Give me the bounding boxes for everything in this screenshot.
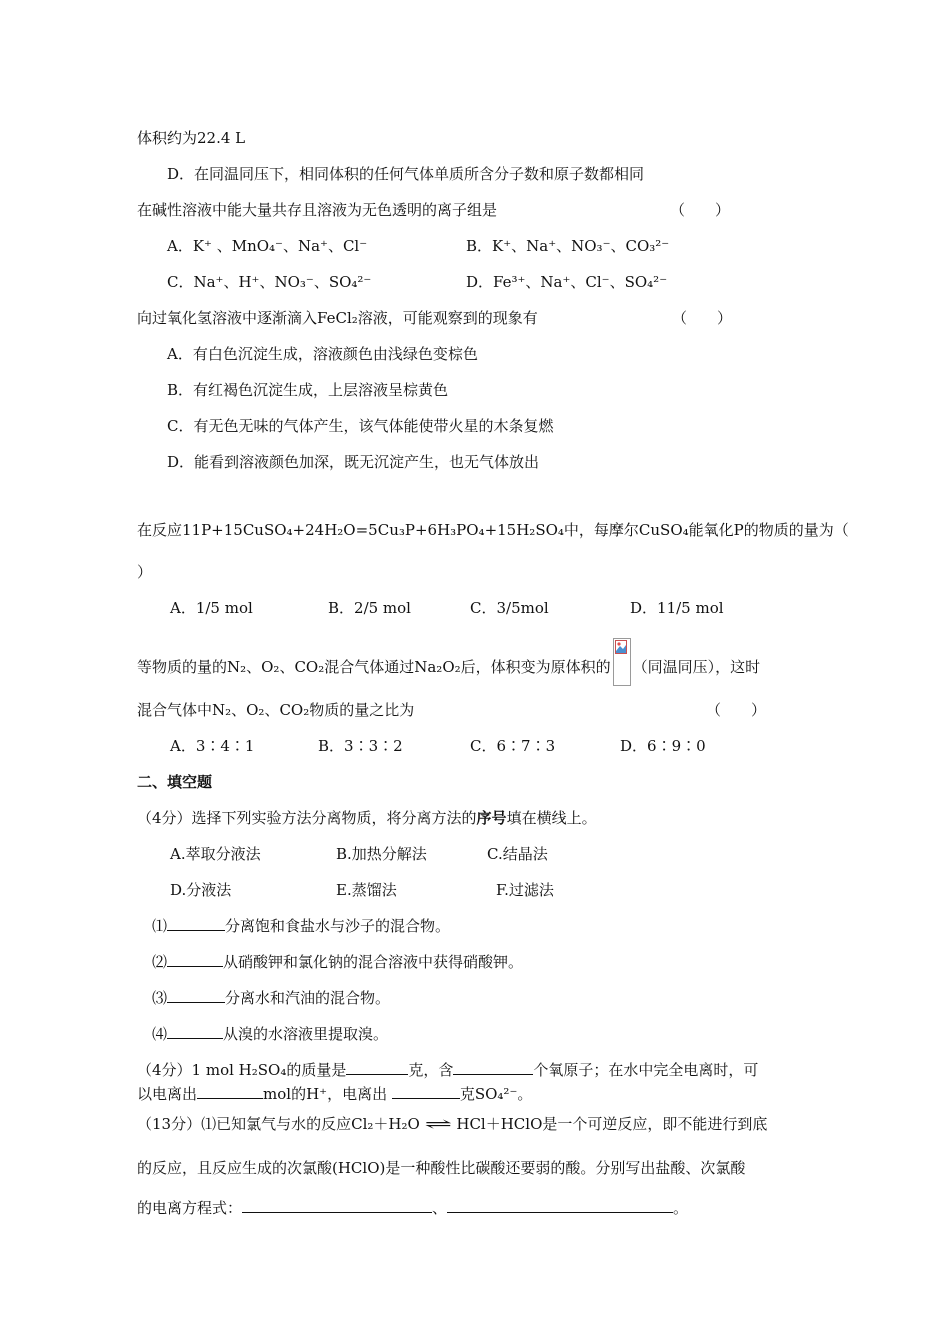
q4-stem-part-b: （同温同压），这时 [632,658,761,676]
f1-sub2 [152,952,523,972]
prev-question-tail: 体积约为22.4 L [137,129,246,147]
q1-option-b: B．K⁺、Na⁺、NO₃⁻、CO₃²⁻ [466,237,670,255]
f3-part2: HCl＋HClO是一个可逆反应，即不能进行到底 [456,1115,768,1133]
f2-blank-mass[interactable] [346,1060,408,1075]
q1-stem: 在碱性溶液中能大量共存且溶液为无色透明的离子组是 [137,201,498,219]
q3-option-d: D．11/5 mol [630,599,724,617]
q2-option-c: C．有无色无味的气体产生，该气体能使带火星的木条复燃 [167,417,554,435]
f1-method-d: D.分液法 [170,881,232,899]
q2-option-a: A．有白色沉淀生成，溶液颜色由浅绿色变棕色 [167,345,478,363]
f1-method-e: E.蒸馏法 [336,881,397,899]
f1-method-b: B.加热分解法 [336,845,427,863]
f2-part5: mol的H⁺，电离出 [263,1085,392,1103]
f3-end: 。 [673,1199,689,1217]
f1-stem [137,808,597,828]
f2-blank-h-mol[interactable] [197,1084,263,1099]
f2-part4: 以电离出 [137,1085,198,1103]
f3-part1: （13分）⑴已知氯气与水的反应Cl₂＋H₂O [137,1115,420,1133]
f1-stem-part-a: （4分）选择下列实验方法分离物质，将分离方法的 [137,809,477,827]
f3-blank-hcl-ionization[interactable] [242,1198,432,1213]
q3-stem-end: ） [137,563,153,581]
f1-sub3 [152,988,390,1008]
fraction-image-placeholder-icon [613,638,631,686]
f1-sub2-number: ⑵ [152,953,168,971]
f1-sub1-text: 分离饱和食盐水与沙子的混合物。 [225,917,451,935]
reversible-arrow-icon: ⇌ [424,1115,452,1133]
q1-option-a: A．K⁺ 、MnO₄⁻、Na⁺、Cl⁻ [167,237,368,255]
f1-sub1-blank[interactable] [167,916,225,931]
q2-answer-paren: （ ） [672,309,733,327]
q2-option-d: D．能看到溶液颜色加深，既无沉淀产生，也无气体放出 [167,453,540,471]
section-heading: 二、填空题 [137,773,213,791]
q3-option-a: A．1/5 mol [170,599,253,617]
q2-option-b: B．有红褐色沉淀生成，上层溶液呈棕黄色 [167,381,449,399]
f2-blank-so4-mass[interactable] [392,1084,460,1099]
f2-blank-oxygen-atoms[interactable] [453,1060,533,1075]
f2-line2 [137,1084,532,1104]
f2-part2: 克，含 [408,1061,454,1079]
q4-answer-paren: （ ） [706,701,767,719]
f1-sub4-blank[interactable] [167,1024,223,1039]
f3-blank-hclo-ionization[interactable] [447,1198,673,1213]
q1-option-d: D．Fe³⁺、Na⁺、Cl⁻、SO₄²⁻ [466,273,668,291]
q4-option-d: D．6∶9∶0 [620,737,706,755]
f1-method-a: A.萃取分液法 [170,845,261,863]
q4-stem-part-a: 等物质的量的N₂、O₂、CO₂混合气体通过Na₂O₂后，体积变为原体积的 [137,658,611,676]
f1-sub3-text: 分离水和汽油的混合物。 [225,989,391,1007]
f1-sub4 [152,1024,388,1044]
f1-sub4-number: ⑷ [152,1025,168,1043]
q4-option-b: B．3∶3∶2 [318,737,403,755]
f1-sub2-blank[interactable] [167,952,223,967]
f3-separator: 、 [432,1199,448,1217]
f3-line3-label: 的电离方程式： [137,1199,243,1217]
f1-sub3-number: ⑶ [152,989,168,1007]
f1-sub2-text: 从硝酸钾和氯化钠的混合溶液中获得硝酸钾。 [223,953,524,971]
f2-part3: 个氧原子；在水中完全电离时，可 [533,1061,759,1079]
f1-sub1 [152,916,450,936]
q1-option-c: C．Na⁺、H⁺、NO₃⁻、SO₄²⁻ [167,273,372,291]
f2-line1 [137,1060,758,1080]
prev-option-d: D．在同温同压下，相同体积的任何气体单质所含分子数和原子数都相同 [167,165,645,183]
q2-stem: 向过氧化氢溶液中逐渐滴入FeCl₂溶液，可能观察到的现象有 [137,309,538,327]
q4-stem [137,644,760,692]
f3-line3 [137,1198,688,1218]
f3-line1 [137,1114,767,1134]
f3-line2: 的反应，且反应生成的次氯酸(HClO)是一种酸性比碳酸还要弱的酸。分别写出盐酸、次氯酸 [137,1159,746,1177]
f2-part6: 克SO₄²⁻。 [459,1085,533,1103]
f1-method-f: F.过滤法 [496,881,554,899]
f1-sub4-text: 从溴的水溶液里提取溴。 [223,1025,389,1043]
q4-option-a: A．3∶4∶1 [170,737,255,755]
f1-stem-bold: 序号 [476,809,507,827]
f1-stem-part-b: 填在横线上。 [506,809,597,827]
q4-option-c: C．6∶7∶3 [470,737,556,755]
q3-option-b: B．2/5 mol [328,599,411,617]
f1-sub3-blank[interactable] [167,988,225,1003]
q1-answer-paren: （ ） [670,201,731,219]
q3-stem: 在反应11P+15CuSO₄+24H₂O=5Cu₃P+6H₃PO₄+15H₂SO₄中，每摩尔CuSO₄能氧化P的物质的量为（ [137,521,849,539]
q3-option-c: C．3/5mol [470,599,549,617]
f1-method-c: C.结晶法 [487,845,548,863]
f1-sub1-number: ⑴ [152,917,168,935]
f2-part1: （4分）1 mol H₂SO₄的质量是 [137,1061,347,1079]
q4-stem-line2: 混合气体中N₂、O₂、CO₂物质的量之比为 [137,701,415,719]
